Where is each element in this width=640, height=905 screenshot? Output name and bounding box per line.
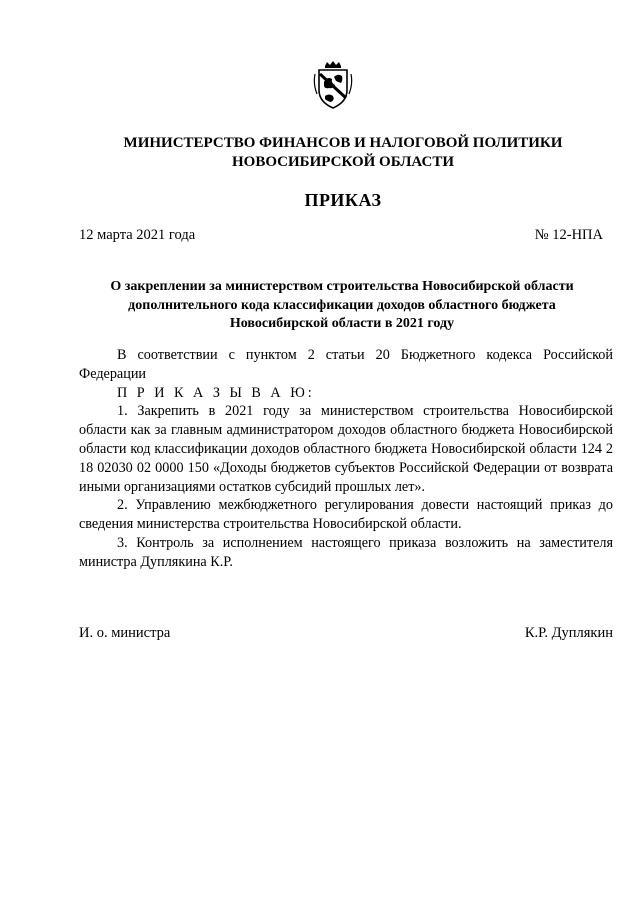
ministry-name-line1: МИНИСТЕРСТВО ФИНАНСОВ И НАЛОГОВОЙ ПОЛИТИКИ — [123, 135, 563, 151]
order-item-1: 1. Закрепить в 2021 году за министерством строительства Новосибирской области как за главным администратором доходов областного бюджета Новосибирской области код классификации доходов областного бюджета Новосибирской области 124 2 18 02030 02 0000 150 «Доходы бюджетов субъектов Российской Федерации от возврата иными организациями остатков субсидий прошлых лет». — [79, 403, 613, 495]
signature-row — [79, 624, 613, 643]
signatory-name: К.Р. Дуплякин — [524, 625, 613, 641]
preamble-paragraph: В соответствии с пунктом 2 статьи 20 Бюджетного кодекса Российской Федерации — [79, 347, 613, 382]
document-subject — [74, 278, 610, 334]
ministry-name-line2: НОВОСИБИРСКОЙ ОБЛАСТИ — [231, 154, 455, 170]
signatory-position: И. о. министра — [79, 625, 171, 641]
document-number: № 12-НПА — [534, 227, 603, 243]
document-type-title: ПРИКАЗ — [304, 190, 382, 210]
document-body — [79, 346, 613, 572]
document-date: 12 марта 2021 года — [79, 227, 196, 243]
order-item-2: 2. Управлению межбюджетного регулирования довести настоящий приказ до сведения министерства строительства Новосибирской области. — [79, 497, 613, 533]
order-keyword: П Р И К А З Ы В А Ю: — [117, 384, 315, 401]
novosibirsk-coat-of-arms-icon — [313, 60, 353, 110]
ministry-name — [60, 134, 626, 172]
order-item-3: 3. Контроль за исполнением настоящего приказа возложить на заместителя министра Дуплякина К.Р. — [79, 534, 613, 570]
subject-line2: дополнительного кода классификации доходов областного бюджета — [128, 297, 556, 313]
document-meta-row — [79, 226, 603, 245]
subject-line1: О закреплении за министерством строительства Новосибирской области — [110, 279, 574, 294]
subject-line3: Новосибирской области в 2021 году — [229, 316, 455, 331]
